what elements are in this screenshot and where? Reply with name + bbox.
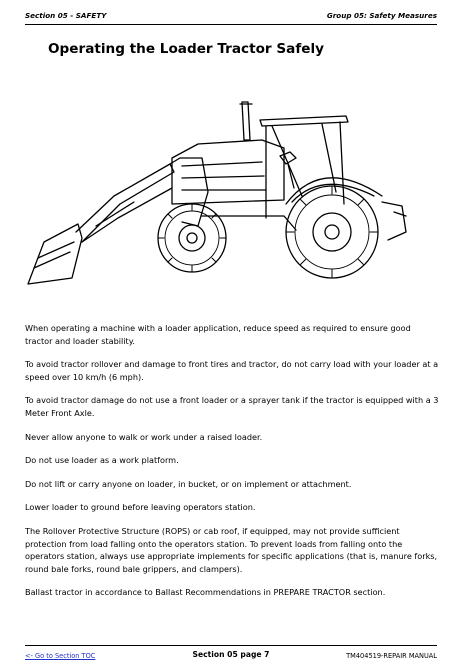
paragraph: Do not lift or carry anyone on loader, in bucket, or on implement or attachment. <box>25 478 352 489</box>
paragraph: To avoid tractor rollover and damage to front tires and tractor, do not carry load with your loader at a speed over 10 km/h (6 mph). <box>25 359 439 382</box>
paragraph: To avoid tractor damage do not use a front loader or a sprayer tank if the tractor is equipped with a 3 Meter Front Axle. <box>25 395 439 418</box>
loader-tractor-illustration <box>22 92 434 292</box>
toc-link[interactable]: <- Go to Section TOC <box>25 652 96 660</box>
page-title: Operating the Loader Tractor Safely <box>48 41 324 57</box>
body-text <box>25 322 439 610</box>
footer-rule <box>25 645 437 646</box>
header-rule <box>25 24 437 25</box>
paragraph: Lower loader to ground before leaving operators station. <box>25 502 256 513</box>
page-number: Section 05 page 7 <box>192 650 270 659</box>
paragraph: The Rollover Protective Structure (ROPS) or cab roof, if equipped, may not provide sufficient protection from load falling onto the operators station. To prevent loads from falling onto the operators station, always use appropriate implements for specific applications (that is, manure forks, round bale forks, round bale grippers, and clampers). <box>25 525 438 574</box>
paragraph: When operating a machine with a loader application, reduce speed as required to ensure good tractor and loader stability. <box>25 323 411 346</box>
paragraph: Ballast tractor in accordance to Ballast Recommendations in PREPARE TRACTOR section. <box>25 587 386 598</box>
header-group: Group 05: Safety Measures <box>326 11 437 20</box>
paragraph: Never allow anyone to walk or work under a raised loader. <box>25 431 263 442</box>
paragraph: Do not use loader as a work platform. <box>25 455 179 466</box>
manual-id: TM404519-REPAIR MANUAL <box>346 652 437 660</box>
header-section: Section 05 - SAFETY <box>25 11 107 20</box>
